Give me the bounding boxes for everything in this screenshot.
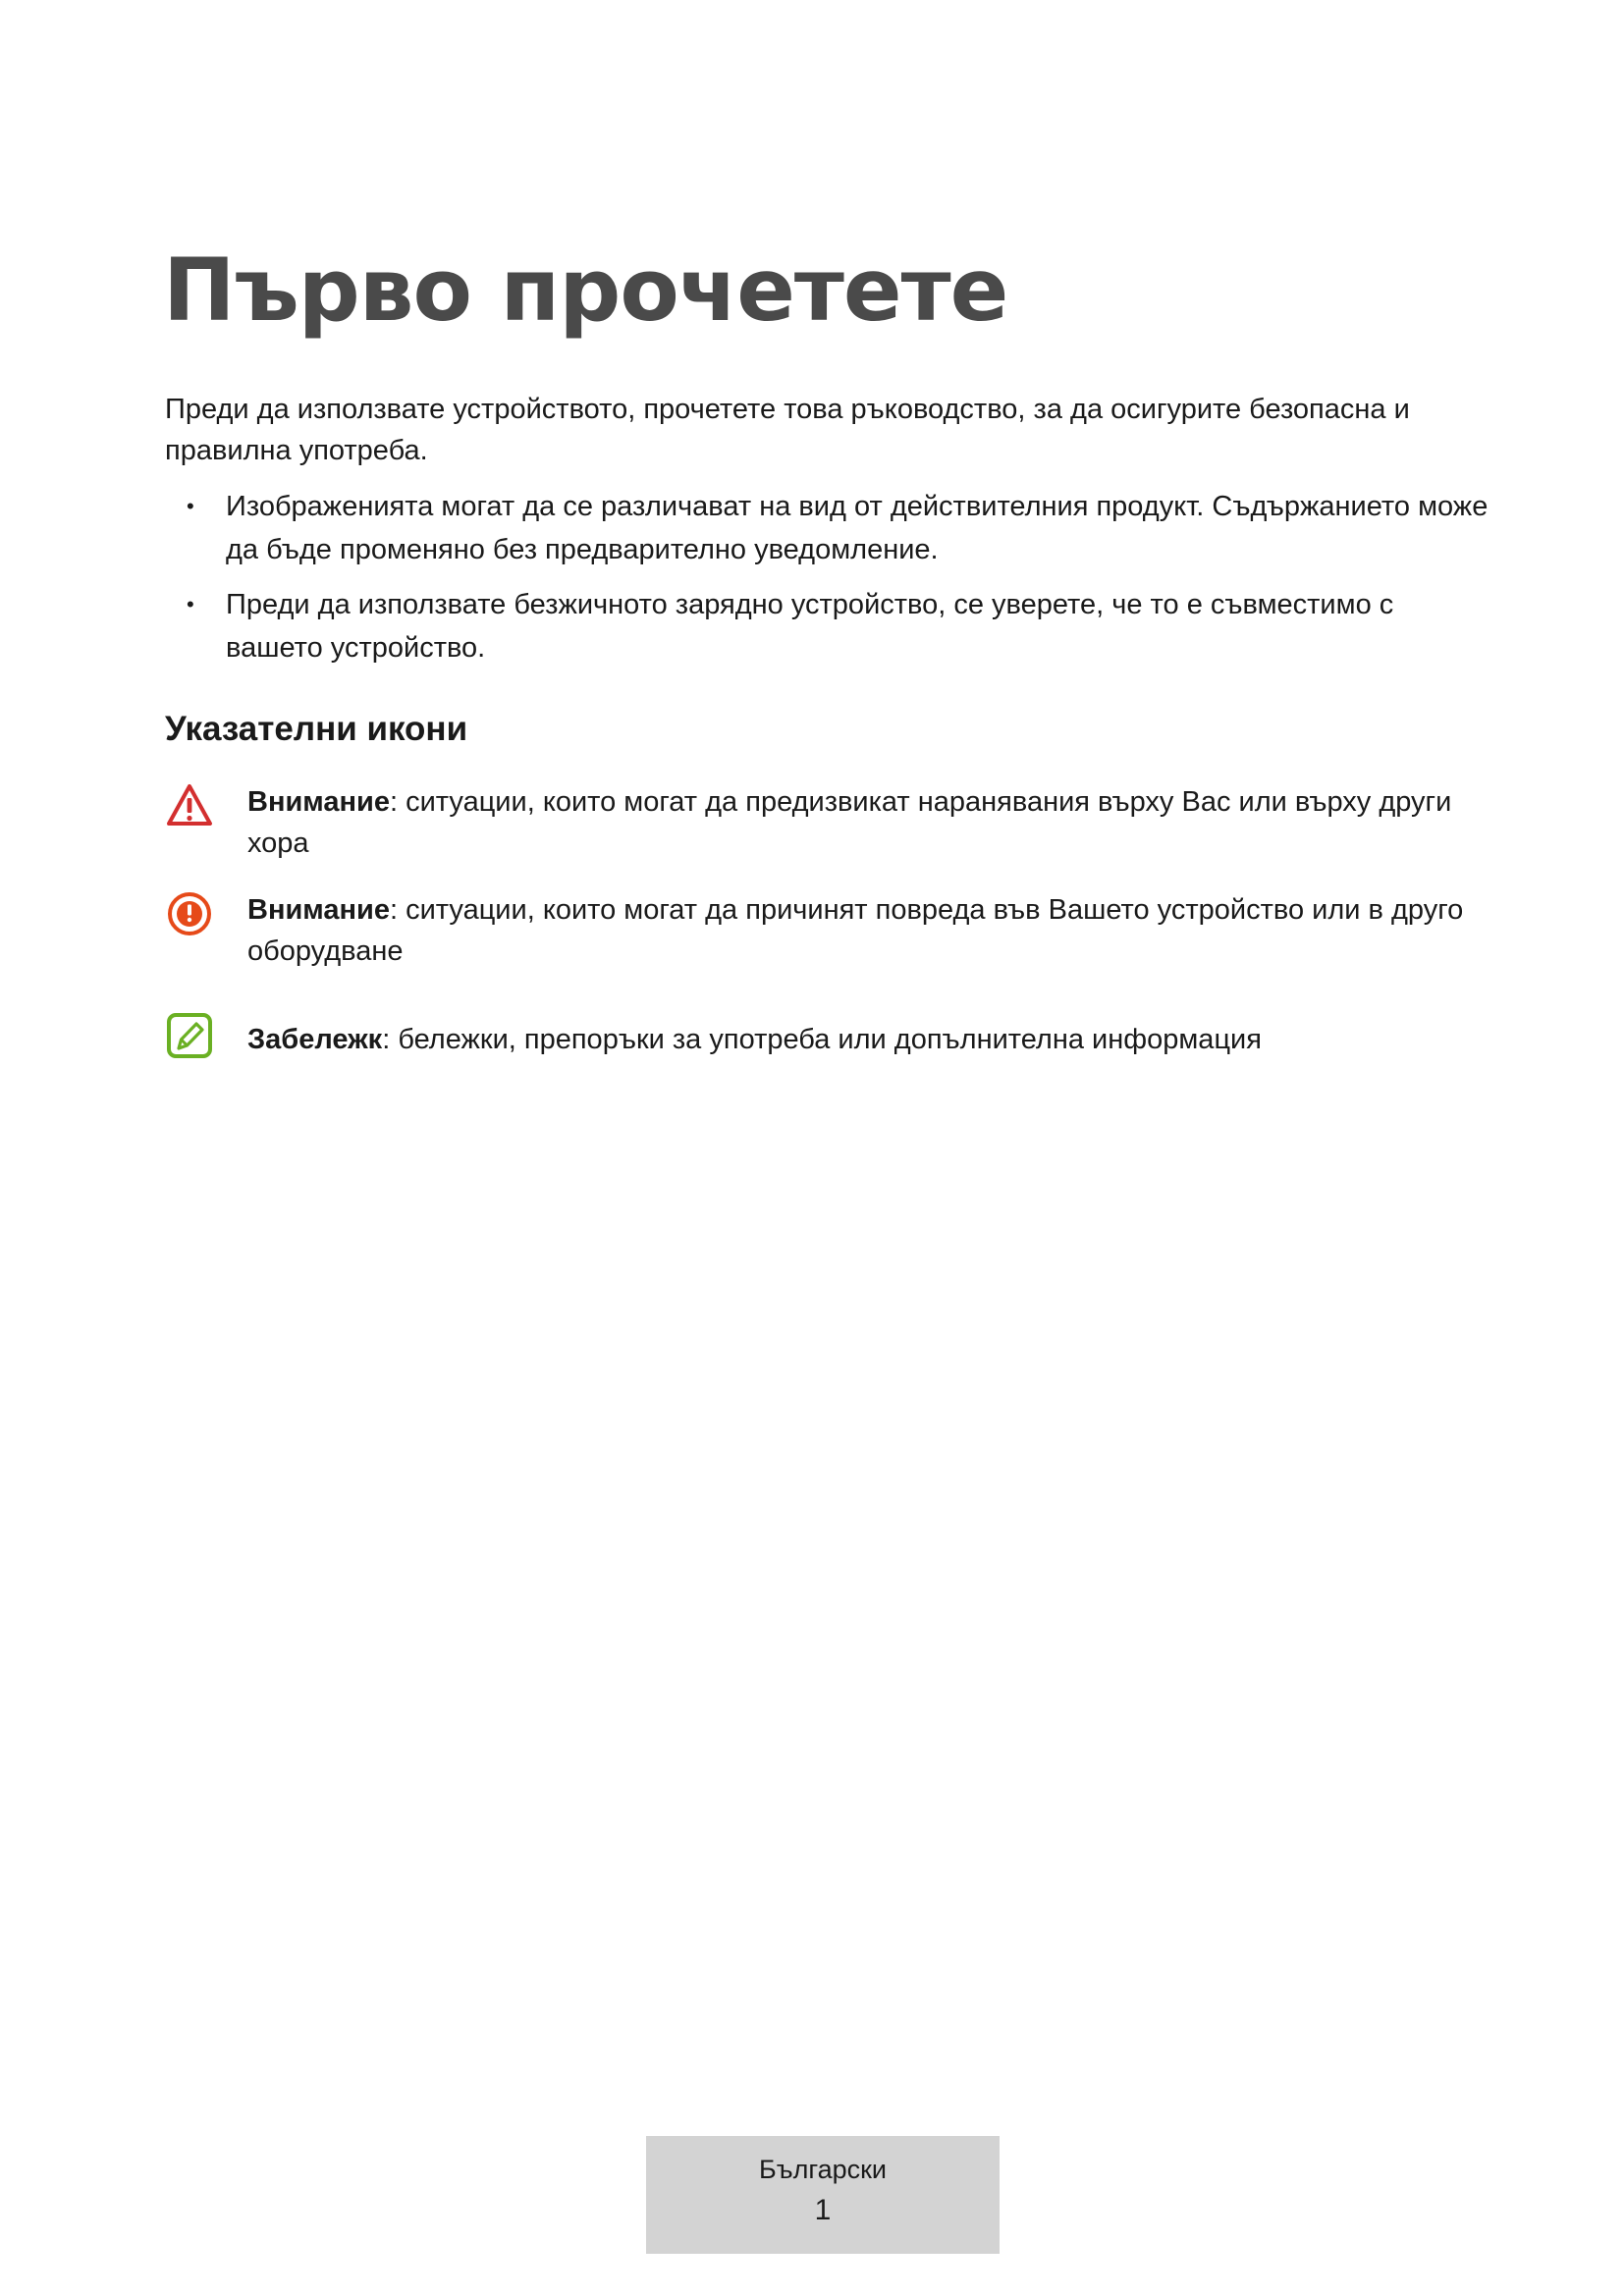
page-number: 1 [814,2194,832,2226]
indicator-text [247,1019,1485,1060]
warning-triangle-icon [165,781,214,830]
bullet-item [165,485,1490,571]
indicator-label: Забележк [247,1024,383,1055]
page-footer [646,2136,1000,2254]
page-title: Първо прочетете [163,240,1008,341]
bullet-list [165,485,1490,681]
bullet-text: Преди да използвате безжичното зарядно устройство, се уверете, че то е съвместимо с вашето устройство. [226,589,1394,664]
footer-language: Български [758,2155,888,2184]
indicator-description: ситуации, които могат да причинят повреда във Вашето устройство или в друго оборудване [247,894,1464,967]
intro-paragraph: Преди да използвате устройството, прочетете това ръководство, за да осигурите безопасна и правилна употреба. [165,394,1410,466]
indicator-description: бележки, препоръки за употреба или допълнителна информация [390,1024,1262,1055]
indicator-text [247,889,1485,972]
bullet-text: Изображенията могат да се различават на вид от действителния продукт. Съдържанието може да бъде променяно без предварително уведомление. [226,491,1489,565]
indicator-label: Внимание [247,894,390,926]
bullet-item [165,583,1490,669]
indicator-separator: : [382,1024,391,1055]
caution-exclamation-circle-icon [165,889,214,938]
indicator-text [247,781,1485,864]
section-heading: Указателни икони [165,710,468,748]
indicator-description: ситуации, които могат да предизвикат наранявания върху Вас или върху други хора [247,786,1452,859]
bullet-dot: • [187,494,194,518]
note-pencil-icon [165,1011,214,1060]
indicator-label: Внимание [247,786,390,818]
indicator-separator: : [389,786,399,818]
indicator-separator: : [389,894,399,926]
bullet-dot: • [187,592,194,616]
